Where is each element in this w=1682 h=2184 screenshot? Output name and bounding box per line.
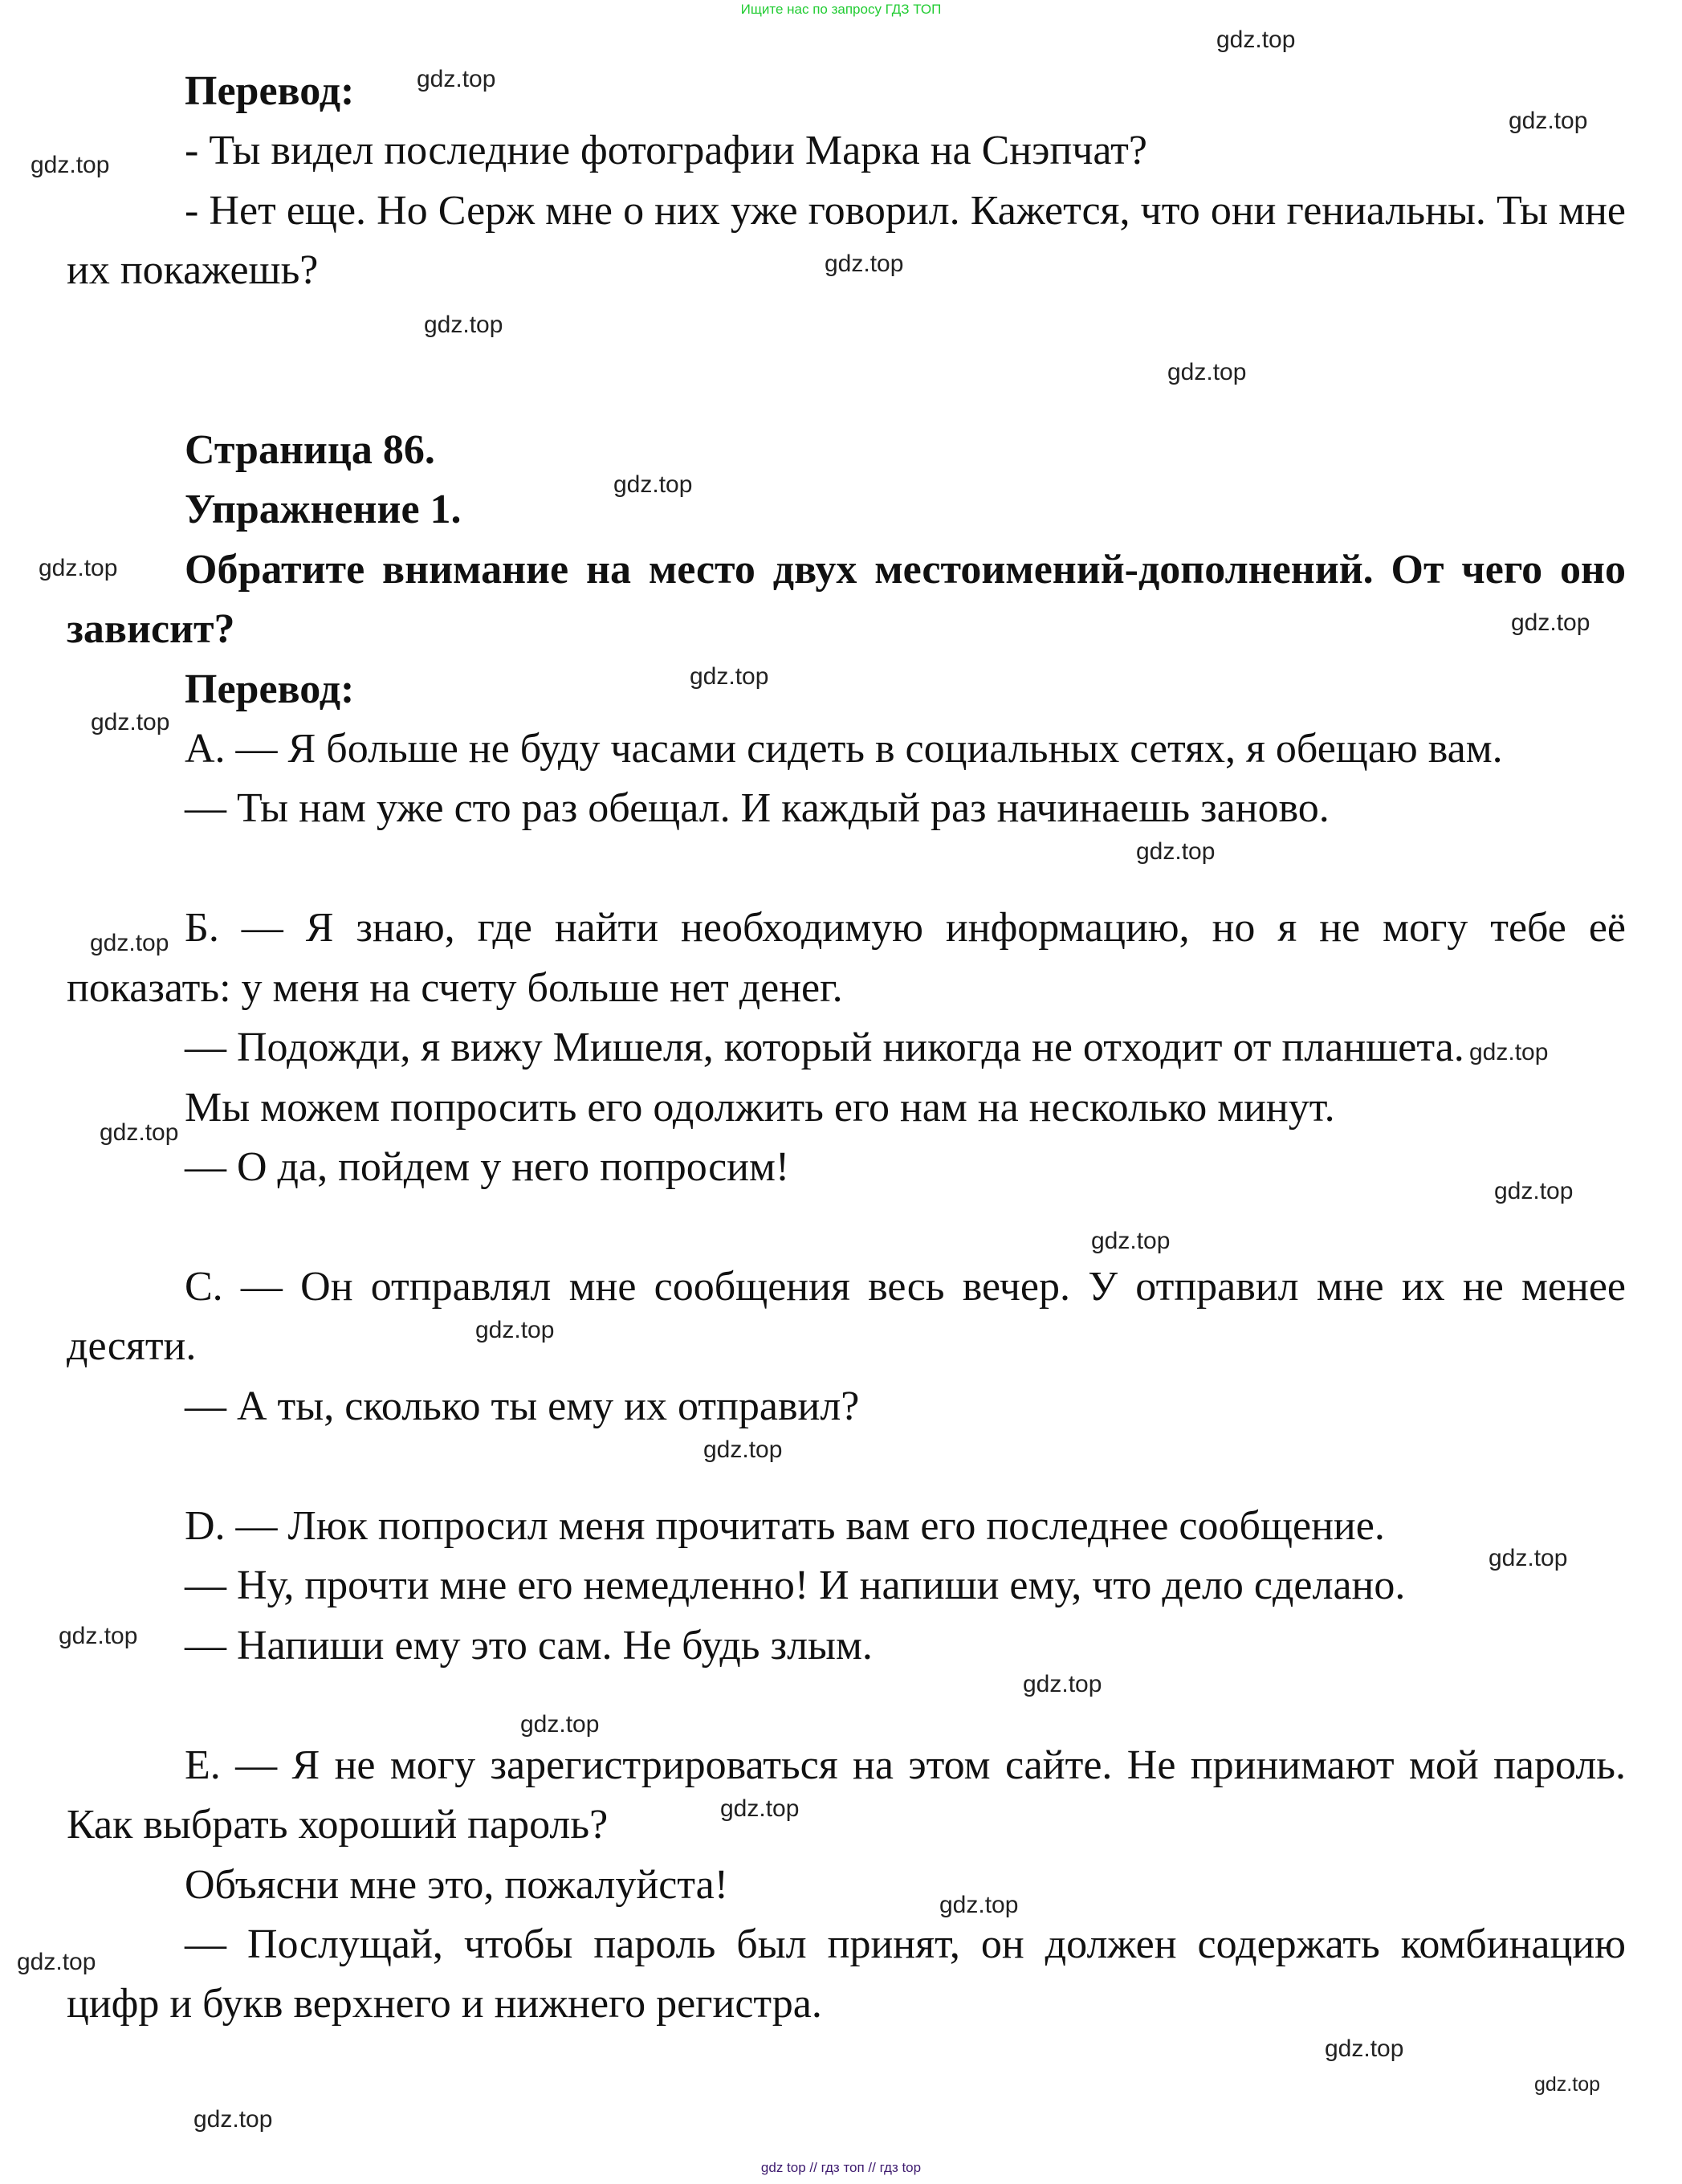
heading: Обратите внимание на место двух местоимений-дополнений. От чего оно зависит? [67, 546, 1626, 653]
watermark: gdz.top [720, 1795, 800, 1822]
watermark: gdz.top [1216, 26, 1296, 53]
paragraph: Мы можем попросить его одолжить его нам на несколько минут. [185, 1084, 1335, 1131]
paragraph: — Ты нам уже сто раз обещал. И каждый раз начинаешь заново. [185, 785, 1330, 832]
watermark: gdz.top [1325, 2035, 1404, 2062]
paragraph: - Ты видел последние фотографии Марка на Снэпчат? [185, 128, 1147, 174]
paragraph: Объясни мне это, пожалуйста! [185, 1861, 729, 1908]
paragraph: — Подожди, я вижу Мишеля, который никогда не отходит от планшета. [185, 1025, 1464, 1071]
watermark: gdz.top [613, 471, 693, 498]
watermark: gdz.top [1136, 838, 1216, 865]
watermark: gdz.top [417, 66, 496, 92]
paragraph: - Нет еще. Но Серж мне о них уже говорил. Кажется, что они гениальны. Ты мне их покажешь? [67, 187, 1626, 294]
paragraph: C. — Он отправлял мне сообщения весь вечер. У отправил мне их не менее десяти. [67, 1264, 1626, 1370]
watermark: gdz.top [475, 1317, 555, 1343]
watermark: gdz.top [31, 152, 110, 178]
watermark: gdz.top [1509, 108, 1588, 134]
paragraph: — О да, пойдем у него попросим! [185, 1144, 790, 1191]
watermark: gdz.top [424, 312, 503, 338]
watermark: gdz.top [1091, 1228, 1171, 1254]
paragraph: D. — Люк попросил меня прочитать вам его последнее сообщение. [185, 1502, 1385, 1549]
watermark: gdz.top [100, 1119, 179, 1146]
blank-line [67, 301, 1626, 361]
heading: Страница 86. [185, 426, 435, 473]
blank-line [67, 1436, 1626, 1496]
paragraph: — А ты, сколько ты ему их отправил? [185, 1383, 860, 1429]
paragraph: — Ну, прочти мне его немедленно! И напиши ему, что дело сделано. [185, 1563, 1406, 1609]
watermark: gdz.top [520, 1711, 600, 1738]
watermark: gdz.top [1494, 1178, 1574, 1204]
watermark: gdz.top [1489, 1545, 1568, 1571]
document-body [67, 62, 1626, 2035]
watermark: gdz.top [1023, 1671, 1102, 1697]
heading: Перевод: [185, 666, 355, 712]
watermark: gdz.top [1511, 609, 1590, 636]
top-banner: Ищите нас по запросу ГДЗ ТОП [740, 2, 942, 17]
watermark: gdz.top [1469, 1039, 1549, 1066]
blank-line [67, 839, 1626, 898]
watermark: gdz.top [17, 1949, 96, 1975]
paragraph: А. — Я больше не буду часами сидеть в социальных сетях, я обещаю вам. [185, 725, 1503, 772]
blank-line [67, 1198, 1626, 1257]
paragraph: E. — Я не могу зарегистрироваться на этом сайте. Не принимают мой пароль. Как выбрать хороший пароль? [67, 1742, 1626, 1848]
watermark: gdz.top [939, 1892, 1019, 1918]
watermark: gdz.top [825, 251, 904, 277]
watermark: gdz.top [90, 930, 169, 956]
paragraph: — Послущай, чтобы пароль был принят, он должен содержать комбинацию цифр и букв верхнего и нижнего регистра. [67, 1921, 1626, 2027]
heading: Перевод: [185, 68, 355, 114]
watermark: gdz.top [703, 1436, 783, 1463]
paragraph: — Напиши ему это сам. Не будь злым. [185, 1622, 873, 1669]
blank-line [67, 361, 1626, 420]
watermark: gdz.top [1167, 359, 1247, 385]
heading: Упражнение 1. [185, 487, 462, 533]
paragraph: Б. — Я знаю, где найти необходимую информацию, но я не могу тебе её показать: у меня на счету больше нет денег. [67, 905, 1626, 1011]
watermark: gdz.top [193, 2106, 273, 2133]
footer-banner: gdz top // гдз топ // гдз top [760, 2160, 922, 2175]
watermark: gdz.top [39, 555, 118, 581]
watermark: gdz.top [91, 709, 170, 735]
watermark: gdz.top [690, 663, 769, 690]
blank-line [67, 1676, 1626, 1735]
watermark: gdz.top [1534, 2073, 1601, 2096]
watermark: gdz.top [59, 1623, 138, 1649]
